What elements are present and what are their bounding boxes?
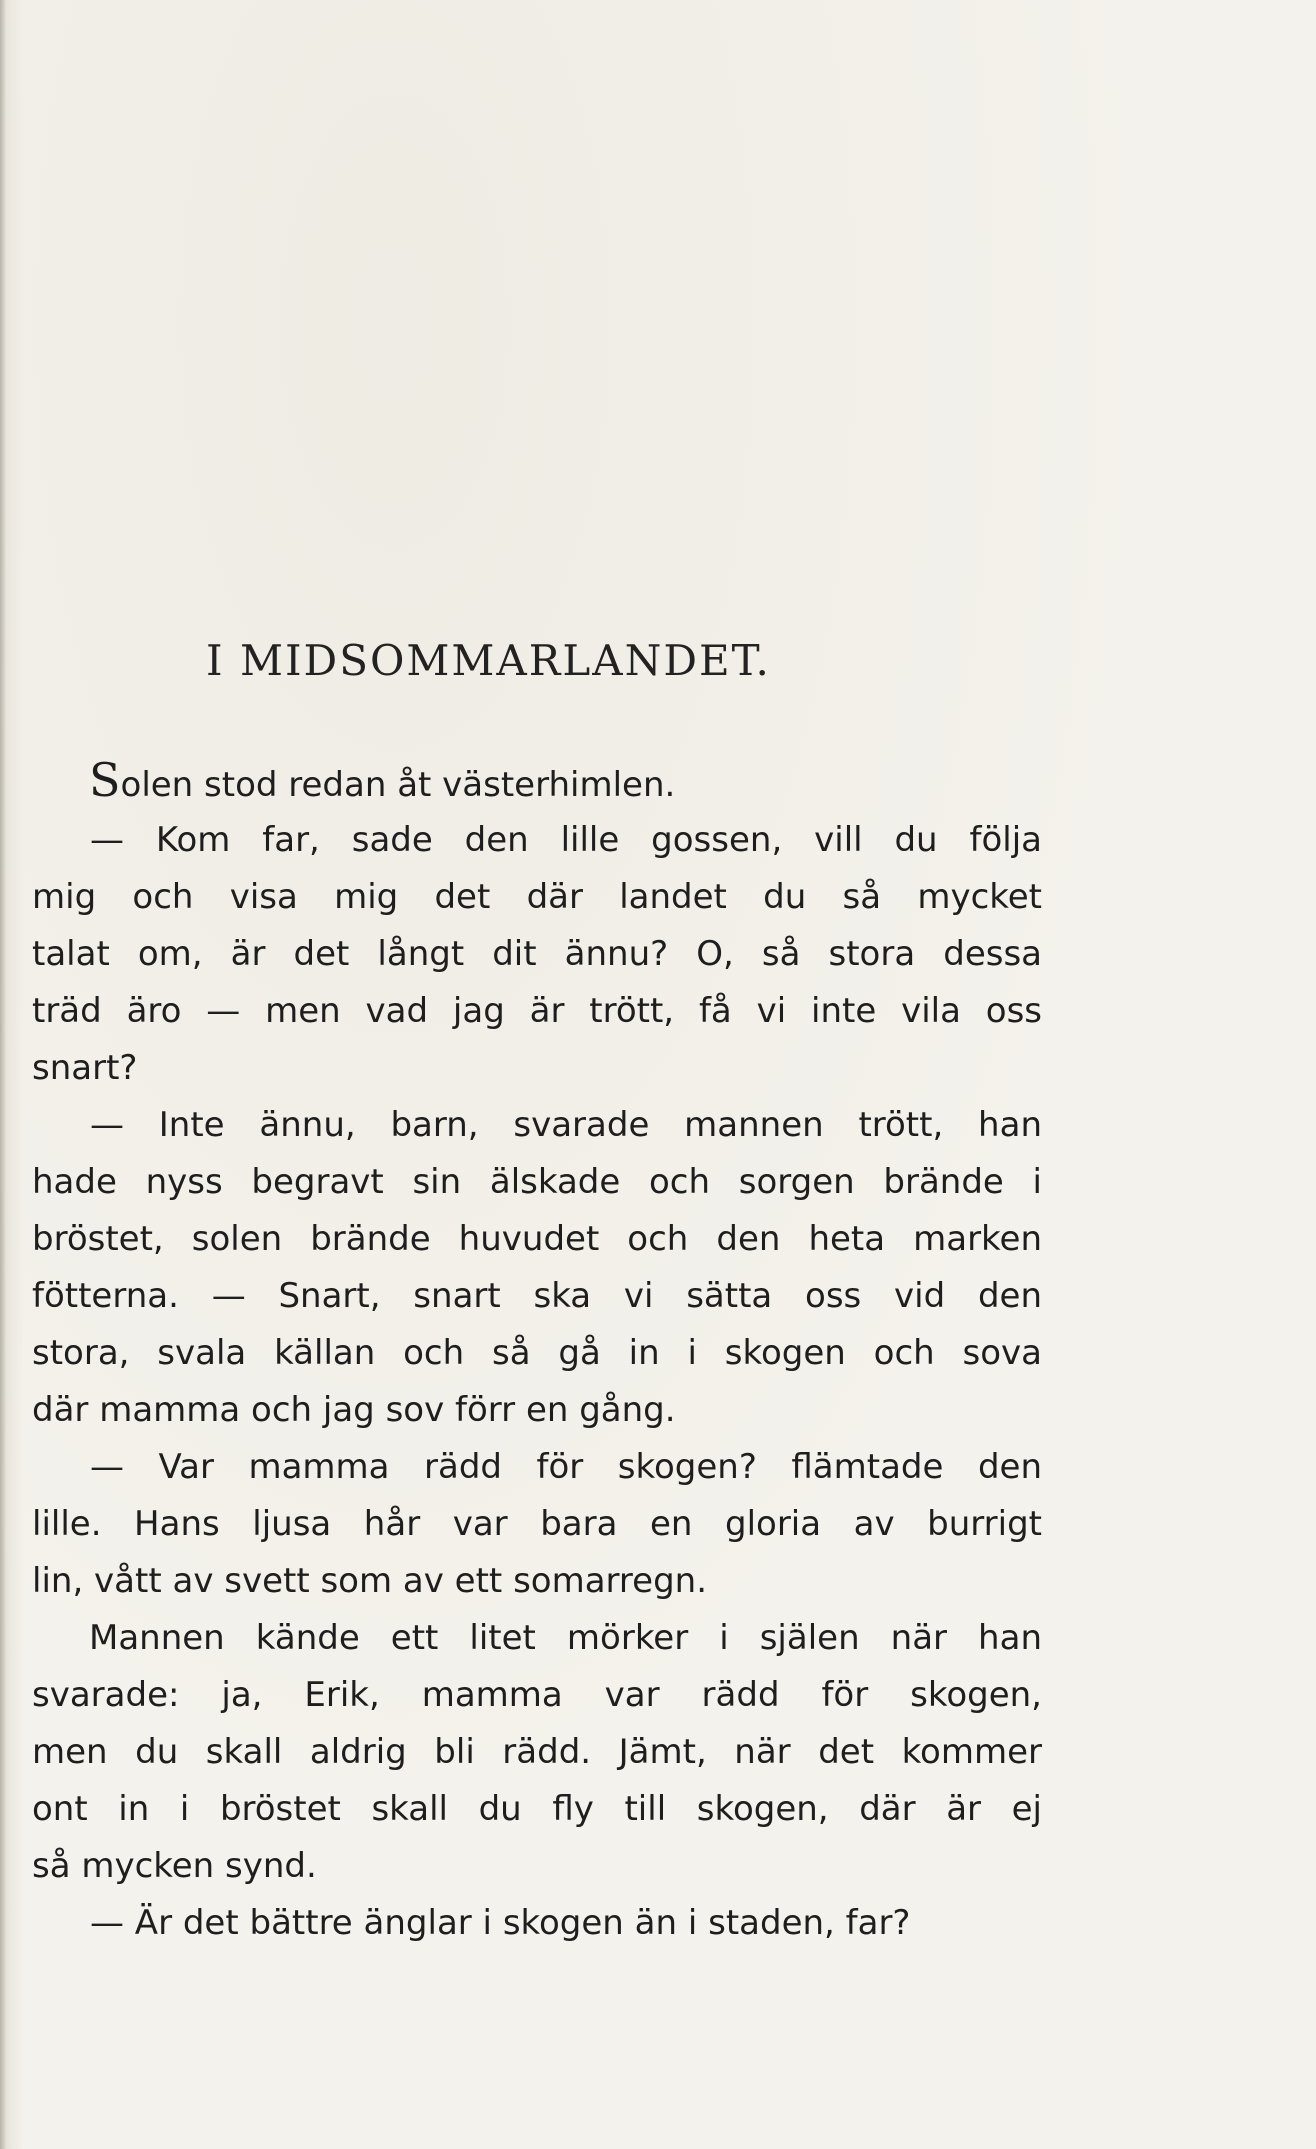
text-line: bröstet, solen brände huvudet och den heta marken (32, 1219, 1042, 1259)
text-line: lille. Hans ljusa hår var bara en gloria av burrigt (32, 1504, 1042, 1544)
text-line: träd äro — men vad jag är trött, få vi inte vila oss (32, 991, 1042, 1031)
text-line: mig och visa mig det där landet du så mycket (32, 877, 1042, 917)
text-line: snart? (32, 1048, 138, 1088)
text-line: fötterna. — Snart, snart ska vi sätta oss vid den (32, 1276, 1042, 1316)
opening-line (32, 755, 1042, 812)
drop-initial: S (89, 753, 121, 807)
text-line: — Inte ännu, barn, svarade mannen trött, han (90, 1105, 1042, 1145)
text-line: — Kom far, sade den lille gossen, vill du följa (90, 820, 1042, 860)
text-line: stora, svala källan och så gå in i skogen och sova (32, 1333, 1042, 1373)
text-line: där mamma och jag sov förr en gång. (32, 1390, 676, 1430)
text-line: så mycken synd. (32, 1846, 317, 1886)
text-line: — Är det bättre änglar i skogen än i staden, far? (90, 1903, 911, 1943)
text-line: ont in i bröstet skall du fly till skogen, där är ej (32, 1789, 1042, 1829)
text-line: svarade: ja, Erik, mamma var rädd för skogen, (32, 1675, 1042, 1715)
opening-text: olen stod redan åt västerhimlen. (120, 765, 676, 805)
text-line: Mannen kände ett litet mörker i själen när han (89, 1618, 1042, 1658)
text-line: talat om, är det långt dit ännu? O, så stora dessa (32, 934, 1042, 974)
text-line: lin, vått av svett som av ett somarregn. (32, 1561, 708, 1601)
text-line: men du skall aldrig bli rädd. Jämt, när det kommer (32, 1732, 1042, 1772)
text-line: hade nyss begravt sin älskade och sorgen brände i (32, 1162, 1042, 1202)
text-line: — Var mamma rädd för skogen? flämtade den (90, 1447, 1042, 1487)
page-binding-edge (0, 0, 6, 2149)
chapter-title: I MIDSOMMARLANDET. (206, 636, 771, 685)
chapter-text (32, 755, 1042, 1952)
